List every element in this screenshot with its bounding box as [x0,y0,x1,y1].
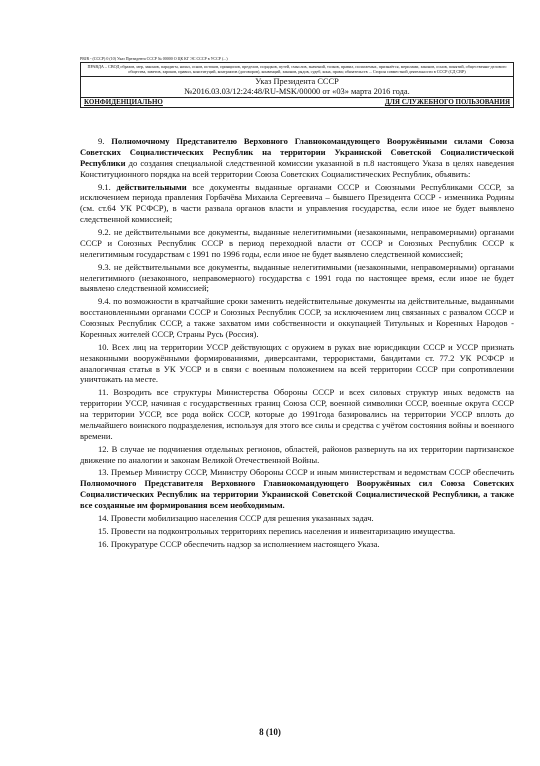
classification-bar [81,98,513,107]
paragraph-9-3: 9.3. не действительными все документы, выданные нелегитимными (незаконными, неправомерными) органами нелегитимного (незаконного, неправомерного) государства с 1991 года по настоящее время, если иное не будет выявлено следственной комиссией; [80,261,514,294]
document-body [80,136,514,552]
file-reference: PRJR - (СССР) 0 (10) Указ Президента СССР № 00000 О ЦК КГ ЭС СССР в УССР (...) [80,56,228,61]
paragraph-13: 13. Премьер Министру СССР, Министру Обороны СССР и иным министерствам и ведомствам СССР обеспечить Полномочного Представителя Верховного Главнокомандующего Вооружённых сил Союза Советских Социалистических Республик на территории Украинской Советской Социалистической Республики, а также все созданные им формирования всем необходимым. [80,467,514,510]
paragraph-9: 9. Полномочному Представителю Верховного Главнокомандующего Вооружёнными силами Союза Советских Социалистических Республик на территории Украинской Советской Социалистической Республики до создания специальной следственной комиссии указанной в п.8 настоящего Указа в целях наведения Конституционного порядка на всей территории Союза Советских Социалистических Республик, объявить: [80,136,514,179]
paragraph-15: 15. Провести на подконтрольных территориях перепись населения и инвентаризацию имущества. [98,525,456,536]
paragraph-9-2: 9.2. не действительными все документы, выданные нелегитимными (незаконными, неправомерными) органами СССР и Союзных Республик СССР в период переходной власти от СССР и Союзных Республик СССР к нелегитимным государствам с 1991 по 1996 годы, если иное не будет выявлено следственной комиссией; [80,227,514,259]
paragraph-11: 11. Возродить все структуры Министерства Обороны СССР и всех силовых структур иных ведомств на территории УССР, начиная с государственных границ Союза ССР, военной символики СССР, военные округа СССР на территории УССР, все рода войск СССР, которые до 1991года базировались на территории УССР вплоть до мельчайшего воинского подразделения, используя для этого все силы и средства с учётом состояния войны и военного времени. [80,387,514,441]
paragraph-16: 16. Прокуратуре СССР обеспечить надзор за исполнением настоящего Указа. [98,538,380,549]
document-header [80,62,514,108]
paragraph-10: 10. Всех лиц на территории УССР действующих с оружием в руках вне юрисдикции СССР и УССР признать незаконными вооружёнными формированиями, диверсантами, террористами, бандитами ст. 77.2 УК РСФСР и аналогичная статья в УК УССР и в связи с военным положением на всей территории СССР при сопротивлении уничтожать на месте. [80,341,514,385]
paragraph-9-1: 9.1. действительными все документы выданные органами СССР и Союзными Республиками СССР, за исключением периода правления Горбачёва Михаила Сергеевича – бывшего Президента СССР - изменника Родины (см. ст.64 УК РСФСР), в части развала органов власти и управления государства, если иное не будет выявлено следственной комиссией; [80,181,514,225]
paragraph-9-4: 9.4. по возможности в кратчайшие сроки заменить недействительные документы на действительные, выданными восстановленными органами СССР и Союзных Республик СССР, за исключением лиц связанных с развалом СССР и Союзных Республик СССР, а также захватом ими собственности и оккупацией Титульных и Коренных Народов - Коренных жителей СССР, Страны Русь (Россия). [80,296,514,339]
confidential-label: КОНФИДЕНЦИАЛЬНО [84,98,163,107]
decree-number: №2016.03.03/12:24:48/RU-MSK/00000 от «03» марта 2016 года. [81,87,513,98]
header-motto: ПРАВДА – СВОД образов, мер, законов, парадигм, начал, основ, истоков, принципов, пределов, порядков, путей, смыслов, значений, толков, правил, полагаемых, признаётся, мерилами, законов, основ, понятий, общественно-делового общества, заветов, зароков, правил, конституций, контрактов (договоров), конвенций, законов, рядов, судеб, кона, права; обязательств ... Сторон совместной деятельности в СССР (СД СВР) [81,63,513,77]
service-use-label: ДЛЯ СЛУЖЕБНОГО ПОЛЬЗОВАНИЯ [384,98,510,107]
paragraph-14: 14. Провести мобилизацию населения СССР для решения указанных задач. [98,512,374,523]
page-number: 8 (10) [259,727,281,737]
paragraph-12: 12. В случае не подчинения отдельных регионов, областей, районов развернуть на их территории партизанское движение по аналогии и законам Великой Отечественной Войны. [80,443,514,465]
decree-title: Указ Президента СССР [255,77,339,87]
